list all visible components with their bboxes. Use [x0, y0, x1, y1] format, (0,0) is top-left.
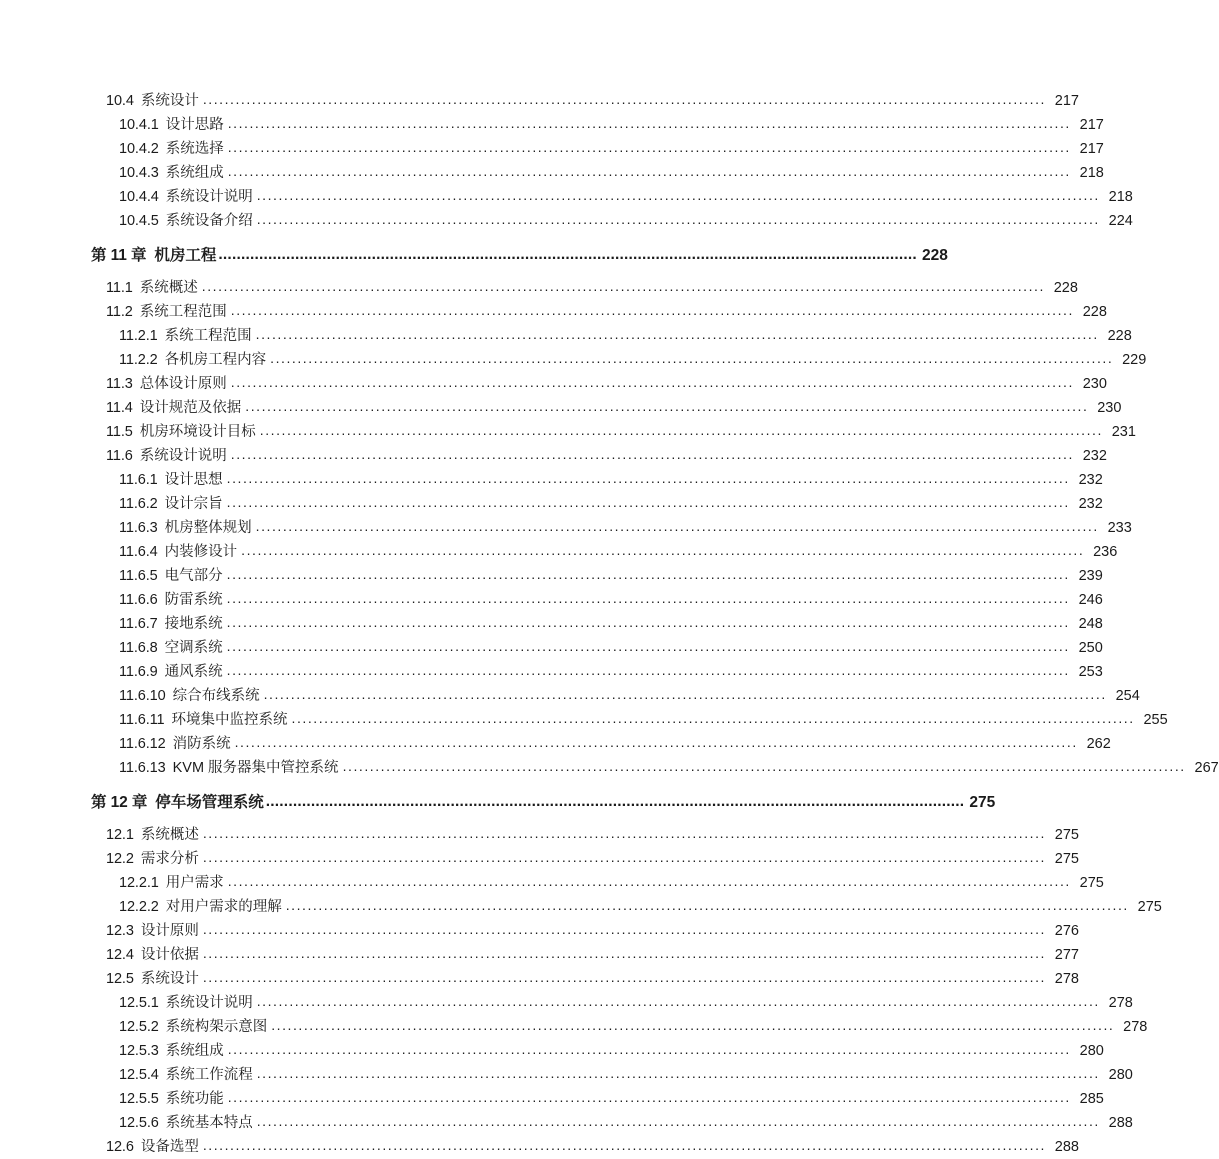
toc-entry[interactable] — [0, 419, 1136, 443]
toc-entry-number: 11.6.7 — [119, 616, 158, 632]
toc-entry[interactable] — [0, 755, 1219, 779]
toc-entry-page-number: 278 — [1054, 971, 1079, 987]
toc-entry-number: 11.6.13 — [119, 760, 166, 776]
toc-entry-number: 12.5.2 — [119, 1019, 159, 1035]
toc-entry-number: 11.6.12 — [119, 736, 166, 752]
toc-entry[interactable] — [0, 563, 1103, 587]
toc-entry-number: 11.4 — [106, 400, 133, 416]
toc-entry-page-number: 224 — [1108, 213, 1133, 229]
toc-entry-page-number: 275 — [1079, 875, 1104, 891]
toc-entry-number: 第 12 章 — [91, 794, 148, 811]
toc-entry-number: 11.6.11 — [119, 712, 165, 728]
toc-entry-page-number: 288 — [1108, 1115, 1133, 1131]
toc-entry-page-number: 278 — [1123, 1019, 1148, 1035]
table-of-contents — [0, 88, 1219, 1158]
toc-entry[interactable] — [0, 467, 1103, 491]
toc-entry[interactable] — [0, 731, 1111, 755]
toc-entry-page-number: 280 — [1108, 1067, 1133, 1083]
toc-dot-leader — [227, 563, 1070, 583]
toc-entry-number: 10.4.5 — [119, 213, 159, 229]
toc-entry[interactable] — [0, 894, 1162, 918]
toc-entry-number: 10.4.4 — [119, 189, 159, 205]
toc-entry-title: 系统基本特点 — [165, 1115, 253, 1131]
toc-entry[interactable] — [0, 160, 1104, 184]
toc-entry[interactable] — [0, 371, 1107, 395]
toc-entry[interactable] — [0, 611, 1103, 635]
toc-entry-page-number: 218 — [1108, 189, 1133, 205]
toc-entry[interactable] — [0, 208, 1133, 232]
toc-dot-leader — [260, 419, 1103, 439]
toc-entry-title: 系统设计说明 — [139, 448, 227, 464]
toc-entry[interactable] — [0, 707, 1168, 731]
toc-entry[interactable] — [0, 846, 1079, 870]
toc-entry-number: 11.6 — [106, 448, 133, 464]
toc-entry-title: 防雷系统 — [164, 592, 223, 608]
toc-dot-leader — [227, 659, 1070, 679]
toc-entry-title: 机房整体规划 — [164, 520, 252, 536]
toc-dot-leader — [286, 894, 1129, 914]
toc-entry[interactable] — [0, 870, 1104, 894]
toc-entry[interactable] — [0, 443, 1107, 467]
toc-entry-title: 通风系统 — [164, 664, 223, 680]
toc-entry-number: 11.2 — [106, 304, 133, 320]
toc-entry-page-number: 230 — [1082, 376, 1107, 392]
toc-entry[interactable] — [0, 966, 1079, 990]
toc-entry-number: 12.1 — [106, 827, 134, 843]
toc-entry[interactable] — [0, 136, 1104, 160]
toc-dot-leader — [257, 1110, 1100, 1130]
toc-entry-title: 设计思路 — [165, 117, 224, 133]
toc-entry-title: 用户需求 — [165, 875, 224, 891]
toc-entry-number: 12.5.4 — [119, 1067, 159, 1083]
toc-entry[interactable] — [0, 184, 1133, 208]
toc-dot-leader — [256, 515, 1099, 535]
toc-dot-leader — [227, 467, 1070, 487]
toc-dot-leader — [203, 942, 1046, 962]
toc-dot-leader — [257, 1062, 1100, 1082]
toc-entry-number: 11.6.3 — [119, 520, 158, 536]
toc-entry-title: 设计宗旨 — [164, 496, 223, 512]
toc-entry-page-number: 239 — [1078, 568, 1103, 584]
toc-entry[interactable] — [0, 241, 948, 271]
toc-entry[interactable] — [0, 1038, 1104, 1062]
toc-entry[interactable] — [0, 1014, 1148, 1038]
toc-entry-page-number: 217 — [1079, 117, 1104, 133]
toc-entry-title: 系统概述 — [139, 280, 198, 296]
toc-entry-title: 设计思想 — [164, 472, 223, 488]
toc-dot-leader — [203, 966, 1046, 986]
toc-dot-leader — [231, 443, 1074, 463]
toc-entry-page-number: 231 — [1111, 424, 1136, 440]
toc-entry[interactable] — [0, 1134, 1079, 1158]
toc-entry-page-number: 280 — [1079, 1043, 1104, 1059]
toc-entry-page-number: 285 — [1079, 1091, 1104, 1107]
toc-entry[interactable] — [0, 347, 1147, 371]
toc-entry-number: 12.5 — [106, 971, 134, 987]
toc-entry[interactable] — [0, 112, 1104, 136]
toc-entry[interactable] — [0, 299, 1107, 323]
toc-dot-leader — [257, 990, 1100, 1010]
toc-entry-title: 系统设计说明 — [165, 189, 253, 205]
toc-entry-page-number: 217 — [1054, 93, 1079, 109]
toc-entry-title: 系统工程范围 — [164, 328, 252, 344]
toc-dot-leader — [231, 371, 1074, 391]
toc-entry-number: 12.2 — [106, 851, 134, 867]
toc-entry-number: 12.2.2 — [119, 899, 159, 915]
toc-entry[interactable] — [0, 918, 1079, 942]
toc-entry-number: 11.6.8 — [119, 640, 158, 656]
toc-entry-number: 11.6.5 — [119, 568, 158, 584]
toc-entry-title: 系统选择 — [165, 141, 224, 157]
toc-entry-title: 机房环境设计目标 — [139, 424, 256, 440]
toc-entry-page-number: 275 — [1054, 827, 1079, 843]
toc-entry-number: 12.4 — [106, 947, 134, 963]
toc-entry-page-number: 228 — [922, 247, 948, 264]
toc-entry-number: 12.5.1 — [119, 995, 159, 1011]
toc-entry-number: 12.2.1 — [119, 875, 159, 891]
toc-entry-number: 11.5 — [106, 424, 133, 440]
toc-dot-leader — [228, 112, 1071, 132]
toc-dot-leader — [266, 788, 965, 808]
toc-dot-leader — [256, 323, 1099, 343]
toc-entry[interactable] — [0, 539, 1118, 563]
toc-dot-leader — [343, 755, 1186, 775]
toc-dot-leader — [203, 1134, 1046, 1154]
toc-entry-number: 11.6.1 — [119, 472, 158, 488]
toc-entry-number: 10.4.2 — [119, 141, 159, 157]
toc-entry-number: 11.6.9 — [119, 664, 158, 680]
toc-dot-leader — [235, 731, 1078, 751]
toc-entry[interactable] — [0, 1086, 1104, 1110]
toc-dot-leader — [218, 241, 917, 261]
toc-dot-leader — [203, 918, 1046, 938]
toc-dot-leader — [227, 587, 1070, 607]
toc-entry-number: 10.4.3 — [119, 165, 159, 181]
toc-entry-number: 10.4 — [106, 93, 134, 109]
toc-entry[interactable] — [0, 822, 1079, 846]
toc-dot-leader — [228, 870, 1071, 890]
toc-entry[interactable] — [0, 635, 1103, 659]
toc-entry[interactable] — [0, 275, 1078, 299]
toc-entry-title: 内装修设计 — [164, 544, 238, 560]
toc-dot-leader — [292, 707, 1135, 727]
toc-entry-title: 系统功能 — [165, 1091, 224, 1107]
toc-dot-leader — [245, 395, 1088, 415]
toc-entry-title: 系统构架示意图 — [165, 1019, 268, 1035]
toc-entry-title: 总体设计原则 — [139, 376, 227, 392]
toc-entry-number: 11.6.10 — [119, 688, 166, 704]
toc-entry-page-number: 253 — [1078, 664, 1103, 680]
toc-entry-title: 各机房工程内容 — [164, 352, 267, 368]
toc-entry-title: 系统设备介绍 — [165, 213, 253, 229]
toc-entry-title: 设计依据 — [140, 947, 199, 963]
toc-entry-title: 系统设计说明 — [165, 995, 253, 1011]
toc-entry[interactable] — [0, 515, 1132, 539]
toc-entry-page-number: 262 — [1086, 736, 1111, 752]
toc-entry-page-number: 232 — [1078, 472, 1103, 488]
toc-entry-title: 空调系统 — [164, 640, 223, 656]
toc-dot-leader — [270, 347, 1113, 367]
toc-entry-title: 系统概述 — [140, 827, 199, 843]
toc-entry[interactable] — [0, 323, 1132, 347]
toc-entry-title: 接地系统 — [164, 616, 223, 632]
toc-entry-title: 综合布线系统 — [172, 688, 260, 704]
toc-entry[interactable] — [0, 659, 1103, 683]
toc-dot-leader — [227, 635, 1070, 655]
toc-entry-number: 第 11 章 — [91, 247, 147, 264]
toc-entry[interactable] — [0, 88, 1079, 112]
toc-entry-page-number: 229 — [1122, 352, 1147, 368]
toc-entry-number: 11.2.1 — [119, 328, 158, 344]
toc-entry[interactable] — [0, 683, 1140, 707]
toc-entry-page-number: 230 — [1097, 400, 1122, 416]
toc-entry-page-number: 218 — [1079, 165, 1104, 181]
toc-entry-title: 系统工程范围 — [139, 304, 227, 320]
toc-entry-title: 设计原则 — [140, 923, 199, 939]
toc-entry[interactable] — [0, 942, 1079, 966]
toc-entry-number: 12.5.6 — [119, 1115, 159, 1131]
toc-entry-title: 设备选型 — [140, 1139, 199, 1155]
toc-entry-title: 系统组成 — [165, 165, 224, 181]
toc-entry-number: 12.6 — [106, 1139, 134, 1155]
toc-entry-number: 11.3 — [106, 376, 133, 392]
toc-entry-page-number: 278 — [1108, 995, 1133, 1011]
toc-entry[interactable] — [0, 990, 1133, 1014]
toc-entry[interactable] — [0, 1110, 1133, 1134]
toc-entry-page-number: 246 — [1078, 592, 1103, 608]
toc-entry-title: 环境集中监控系统 — [171, 712, 288, 728]
toc-entry-page-number: 248 — [1078, 616, 1103, 632]
toc-dot-leader — [241, 539, 1084, 559]
toc-entry-title: 电气部分 — [164, 568, 223, 584]
toc-entry-page-number: 275 — [969, 794, 996, 811]
toc-entry-number: 11.6.4 — [119, 544, 158, 560]
toc-dot-leader — [271, 1014, 1114, 1034]
toc-entry-title: 系统工作流程 — [165, 1067, 253, 1083]
toc-entry[interactable] — [0, 491, 1103, 515]
toc-entry-title: 对用户需求的理解 — [165, 899, 282, 915]
toc-entry-title: 系统组成 — [165, 1043, 224, 1059]
toc-entry[interactable] — [0, 788, 996, 818]
toc-dot-leader — [231, 299, 1074, 319]
toc-entry-page-number: 288 — [1054, 1139, 1079, 1155]
toc-entry-title: 设计规范及依据 — [139, 400, 242, 416]
toc-dot-leader — [227, 611, 1070, 631]
toc-entry-page-number: 232 — [1082, 448, 1107, 464]
toc-entry-title: 消防系统 — [172, 736, 231, 752]
toc-dot-leader — [228, 160, 1071, 180]
toc-entry-page-number: 275 — [1137, 899, 1162, 915]
toc-entry-number: 12.5.3 — [119, 1043, 159, 1059]
toc-entry-page-number: 254 — [1115, 688, 1140, 704]
toc-entry-page-number: 236 — [1093, 544, 1118, 560]
toc-entry[interactable] — [0, 1062, 1133, 1086]
toc-entry-title: KVM 服务器集中管控系统 — [172, 760, 339, 776]
toc-entry[interactable] — [0, 395, 1122, 419]
toc-dot-leader — [228, 136, 1071, 156]
toc-entry-page-number: 250 — [1078, 640, 1103, 656]
toc-entry-page-number: 277 — [1054, 947, 1079, 963]
toc-entry-page-number: 275 — [1054, 851, 1079, 867]
toc-entry-title: 系统设计 — [140, 93, 199, 109]
toc-dot-leader — [202, 275, 1045, 295]
toc-entry-number: 11.6.2 — [119, 496, 158, 512]
toc-dot-leader — [228, 1086, 1071, 1106]
toc-entry-page-number: 267 — [1194, 760, 1219, 776]
toc-entry-number: 11.1 — [106, 280, 133, 296]
toc-dot-leader — [203, 88, 1046, 108]
toc-dot-leader — [257, 184, 1100, 204]
toc-entry-page-number: 276 — [1054, 923, 1079, 939]
toc-entry-number: 11.6.6 — [119, 592, 158, 608]
toc-entry-page-number: 228 — [1053, 280, 1078, 296]
toc-entry-number: 12.3 — [106, 923, 134, 939]
toc-entry-page-number: 255 — [1143, 712, 1168, 728]
toc-dot-leader — [227, 491, 1070, 511]
toc-entry-title: 系统设计 — [140, 971, 199, 987]
toc-entry-page-number: 228 — [1082, 304, 1107, 320]
toc-entry-page-number: 232 — [1078, 496, 1103, 512]
toc-entry-number: 12.5.5 — [119, 1091, 159, 1107]
toc-entry-page-number: 217 — [1079, 141, 1104, 157]
toc-dot-leader — [257, 208, 1100, 228]
toc-dot-leader — [203, 822, 1046, 842]
toc-entry-number: 11.2.2 — [119, 352, 158, 368]
toc-entry-number: 10.4.1 — [119, 117, 159, 133]
toc-dot-leader — [264, 683, 1107, 703]
toc-entry-title: 停车场管理系统 — [155, 794, 264, 811]
toc-entry-title: 机房工程 — [154, 247, 217, 264]
toc-entry-page-number: 228 — [1107, 328, 1132, 344]
toc-dot-leader — [203, 846, 1046, 866]
toc-entry-page-number: 233 — [1107, 520, 1132, 536]
toc-entry-title: 需求分析 — [140, 851, 199, 867]
toc-dot-leader — [228, 1038, 1071, 1058]
toc-entry[interactable] — [0, 587, 1103, 611]
